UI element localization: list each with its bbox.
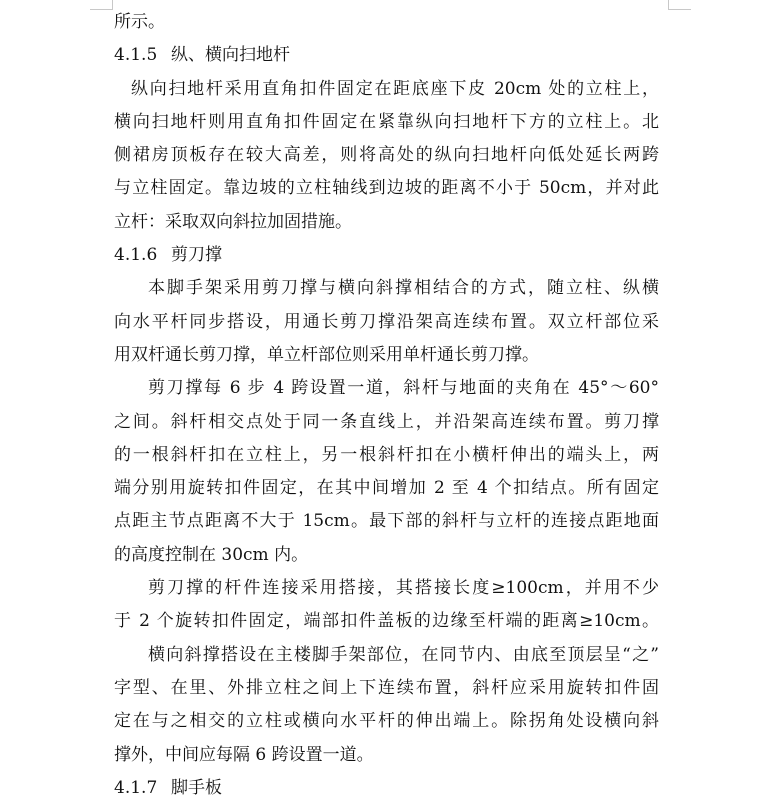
section-title: 纵、横向扫地杆 [171, 45, 290, 66]
paragraph-line: 的一根斜杆扣在立柱上，另一根斜杆扣在小横杆伸出的端头上，两 [114, 444, 659, 465]
paragraph-line: 撑外，中间应每隔 6 跨设置一道。 [114, 744, 374, 765]
paragraph-line: 用双杆通长剪刀撑，单立杆部位则采用单杆通长剪刀撑。 [114, 344, 539, 365]
paragraph-line: 于 2 个旋转扣件固定，端部扣件盖板的边缘至杆端的距离≥10cm。 [114, 611, 659, 632]
section-title: 脚手板 [171, 777, 222, 798]
paragraph-line: 端分别用旋转扣件固定，在其中间增加 2 至 4 个扣结点。所有固定 [114, 478, 659, 499]
paragraph-line: 立杆：采取双向斜拉加固措施。 [114, 211, 352, 232]
paragraph-line: 所示。 [114, 12, 165, 32]
paragraph-line: 侧裙房顶板存在较大高差，则将高处的纵向扫地杆向低处延长两跨 [114, 145, 659, 166]
paragraph-line: 定在与之相交的立柱或横向水平杆的伸出端上。除拐角处设横向斜 [114, 711, 659, 732]
paragraph-line: 剪刀撑每 6 步 4 跨设置一道，斜杆与地面的夹角在 45°～60° [148, 378, 659, 399]
paragraph-line: 的高度控制在 30cm 内。 [114, 544, 309, 565]
page-corner-mark-left [90, 0, 113, 10]
paragraph-line: 向水平杆同步搭设，用通长剪刀撑沿架高连续布置。双立杆部位采 [114, 311, 659, 332]
section-number: 4.1.6 [114, 245, 158, 266]
section-heading [114, 239, 659, 272]
paragraph-line: 剪刀撑的杆件连接采用搭接，其搭接长度≥100cm，并用不少 [148, 578, 659, 599]
section-heading [114, 39, 659, 72]
document-body [114, 6, 659, 805]
section-number: 4.1.5 [114, 45, 158, 66]
paragraph-line: 纵向扫地杆采用直角扣件固定在距底座下皮 20cm 处的立柱上， [131, 78, 659, 99]
section-number: 4.1.7 [114, 777, 158, 798]
paragraph-line: 横向斜撑搭设在主楼脚手架部位，在同节内、由底至顶层呈“之” [148, 644, 659, 665]
section-heading [114, 772, 659, 805]
paragraph-line: 字型、在里、外排立柱之间上下连续布置，斜杆应采用旋转扣件固 [114, 677, 659, 698]
section-title: 剪刀撑 [171, 245, 222, 266]
page-corner-mark-right [668, 0, 691, 10]
paragraph-line: 之间。斜杆相交点处于同一条直线上，并沿架高连续布置。剪刀撑 [114, 411, 659, 432]
paragraph-line: 横向扫地杆则用直角扣件固定在紧靠纵向扫地杆下方的立柱上。北 [114, 111, 659, 132]
paragraph-line: 本脚手架采用剪刀撑与横向斜撑相结合的方式，随立柱、纵横 [148, 278, 659, 299]
paragraph-line: 点距主节点距离不大于 15cm。最下部的斜杆与立杆的连接点距地面 [114, 511, 659, 532]
paragraph-line: 与立柱固定。靠边坡的立柱轴线到边坡的距离不小于 50cm，并对此 [114, 178, 659, 199]
